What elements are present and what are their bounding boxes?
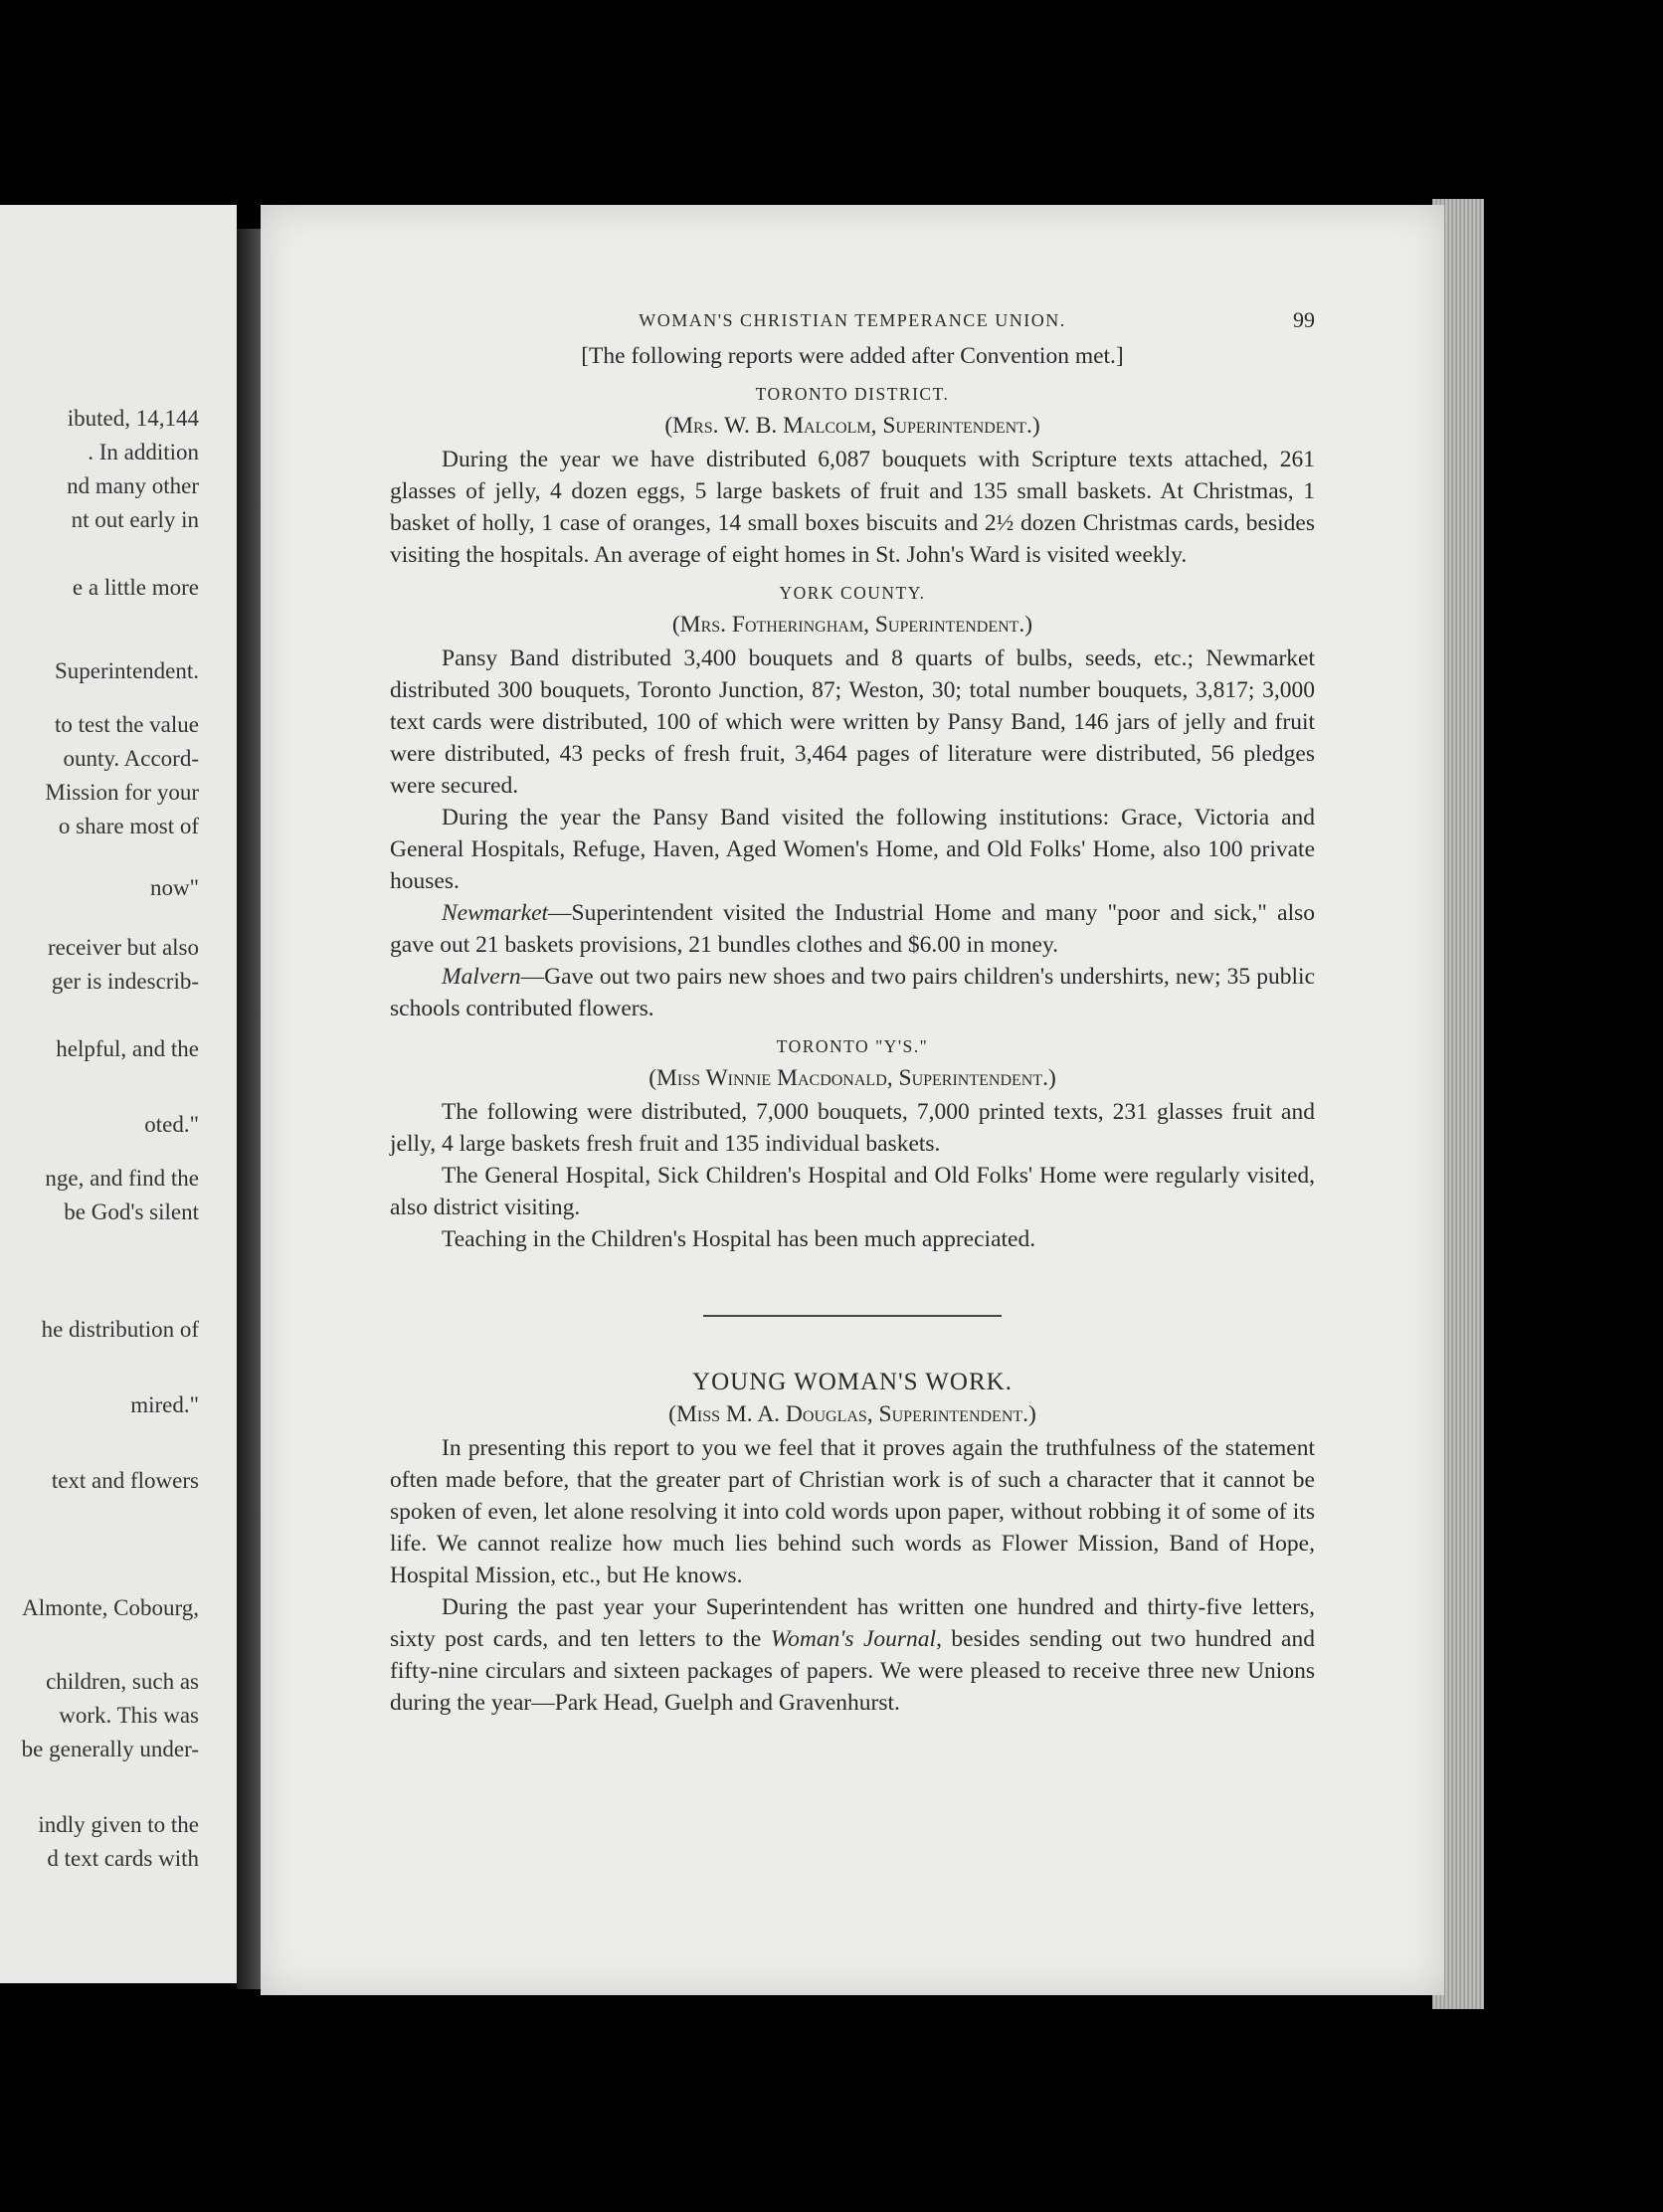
superintendent-line: (Mrs. W. B. Malcolm, Superintendent.) xyxy=(664,413,1040,439)
superintendent-line: (Miss M. A. Douglas, Superintendent.) xyxy=(668,1401,1036,1427)
left-page-line: mired." xyxy=(130,1392,199,1417)
left-page-line: e a little more xyxy=(72,575,199,600)
left-page-line: Almonte, Cobourg, xyxy=(22,1595,199,1620)
left-page-line: children, such as xyxy=(46,1669,199,1694)
left-page-line: now" xyxy=(150,875,199,900)
journal-title: Woman's Journal xyxy=(770,1626,937,1652)
paragraph xyxy=(390,1591,1315,1719)
left-page-line: ibuted, 14,144 xyxy=(67,406,199,431)
left-page-line: oted." xyxy=(144,1112,199,1137)
left-page-line: he distribution of xyxy=(41,1317,199,1342)
paragraph-text: During the past year your Superintendent has written one hundred and thirty-five letters, sixty post cards, and ten letters to the xyxy=(390,1594,1315,1652)
paragraph: The General Hospital, Sick Children's Hospital and Old Folks' Home were regularly visited, also district visiting. xyxy=(390,1163,1315,1220)
left-page-line: indly given to the xyxy=(38,1812,199,1837)
left-page-line: ounty. Accord- xyxy=(63,746,199,771)
superintendent-line: (Mrs. Fotheringham, Superintendent.) xyxy=(671,612,1033,638)
place-label: Newmarket xyxy=(442,900,549,926)
left-page-line: Mission for your xyxy=(45,780,199,805)
running-header xyxy=(390,304,1315,338)
paragraph-text: —Gave out two pairs new shoes and two pairs children's undershirts, new; 35 public schools contributed flowers. xyxy=(390,964,1315,1021)
section-divider xyxy=(703,1315,1002,1317)
paragraph: During the year we have distributed 6,087 bouquets with Scripture texts attached, 261 glasses of jelly, 4 dozen eggs, 5 large baskets of fruit and 135 small baskets. At Christmas, 1 basket of holly, 1 case of oranges, 14 small boxes biscuits and 2½ dozen Christmas cards, besides visiting the hospitals. An average of eight homes in St. John's Ward is visited weekly. xyxy=(390,447,1315,568)
paragraph: In presenting this report to you we feel that it proves again the truthfulness of the statement often made before, that the greater part of Christian work is of such a character that it cannot be spoken of even, let alone resolving it into cold words upon paper, without robbing it of some of its life. We cannot realize how much lies behind such words as Flower Mission, Band of Hope, Hospital Mission, etc., but He knows. xyxy=(390,1435,1315,1588)
section-heading-toronto-district: TORONTO DISTRICT. xyxy=(755,384,950,404)
left-page-line: to test the value xyxy=(55,712,199,737)
left-page-line: Superintendent. xyxy=(55,658,199,683)
right-page xyxy=(261,205,1444,1995)
left-page-line: d text cards with xyxy=(47,1846,199,1871)
left-page-line: receiver but also xyxy=(48,935,199,960)
paragraph-malvern xyxy=(390,961,1315,1024)
section-heading-young-womans-work: YOUNG WOMAN'S WORK. xyxy=(692,1369,1013,1395)
paragraph: During the year the Pansy Band visited the following institutions: Grace, Victoria and General Hospitals, Refuge, Haven, Aged Women's Home, and Old Folks' Home, also 100 private houses. xyxy=(390,805,1315,894)
left-page xyxy=(0,205,237,1983)
paragraph-text: —Superintendent visited the Industrial Home and many "poor and sick," also gave out 21 baskets provisions, 21 bundles clothes and $6.00 in money. xyxy=(390,900,1315,958)
paragraph-text: , besides sending out two hundred and fifty-nine circulars and sixteen packages of papers. We were pleased to receive three new Unions during the year—Park Head, Guelph and Gravenhurst. xyxy=(390,1626,1315,1716)
superintendent-line: (Miss Winnie Macdonald, Superintendent.) xyxy=(648,1065,1056,1091)
editorial-note: [The following reports were added after Convention met.] xyxy=(581,343,1124,369)
left-page-line: be God's silent xyxy=(64,1199,199,1224)
paragraph-newmarket xyxy=(390,897,1315,961)
paragraph: The following were distributed, 7,000 bouquets, 7,000 printed texts, 231 glasses fruit and jelly, 4 large baskets fresh fruit and 135 individual baskets. xyxy=(390,1099,1315,1157)
paragraph: Pansy Band distributed 3,400 bouquets and 8 quarts of bulbs, seeds, etc.; Newmarket distributed 300 bouquets, Toronto Junction, 87; Weston, 30; total number bouquets, 3,817; 3,000 text cards were distributed, 100 of which were written by Pansy Band, 146 jars of jelly and fruit were distributed, 43 pecks of fresh fruit, 3,464 pages of literature were distributed, 56 pledges were secured. xyxy=(390,645,1315,799)
left-page-line: nge, and find the xyxy=(45,1166,199,1191)
left-page-line: work. This was xyxy=(59,1703,199,1728)
left-page-line: helpful, and the xyxy=(56,1036,199,1061)
left-page-line: text and flowers xyxy=(51,1468,199,1493)
left-page-line: . In addition xyxy=(88,440,199,464)
left-page-line: be generally under- xyxy=(21,1737,199,1761)
page-content xyxy=(390,304,1315,1719)
section-heading-york-county: YORK COUNTY. xyxy=(779,583,926,603)
left-page-line: nt out early in xyxy=(71,507,199,532)
section-heading-toronto-ys: TORONTO "Y'S." xyxy=(776,1036,929,1056)
running-head: WOMAN'S CHRISTIAN TEMPERANCE UNION. xyxy=(639,310,1066,330)
page-number: 99 xyxy=(1293,307,1315,332)
left-page-line: o share most of xyxy=(58,814,199,838)
place-label: Malvern xyxy=(442,964,521,990)
left-page-line: nd many other xyxy=(67,473,199,498)
paragraph: Teaching in the Children's Hospital has been much appreciated. xyxy=(442,1226,1036,1252)
left-page-line: ger is indescrib- xyxy=(51,969,199,994)
